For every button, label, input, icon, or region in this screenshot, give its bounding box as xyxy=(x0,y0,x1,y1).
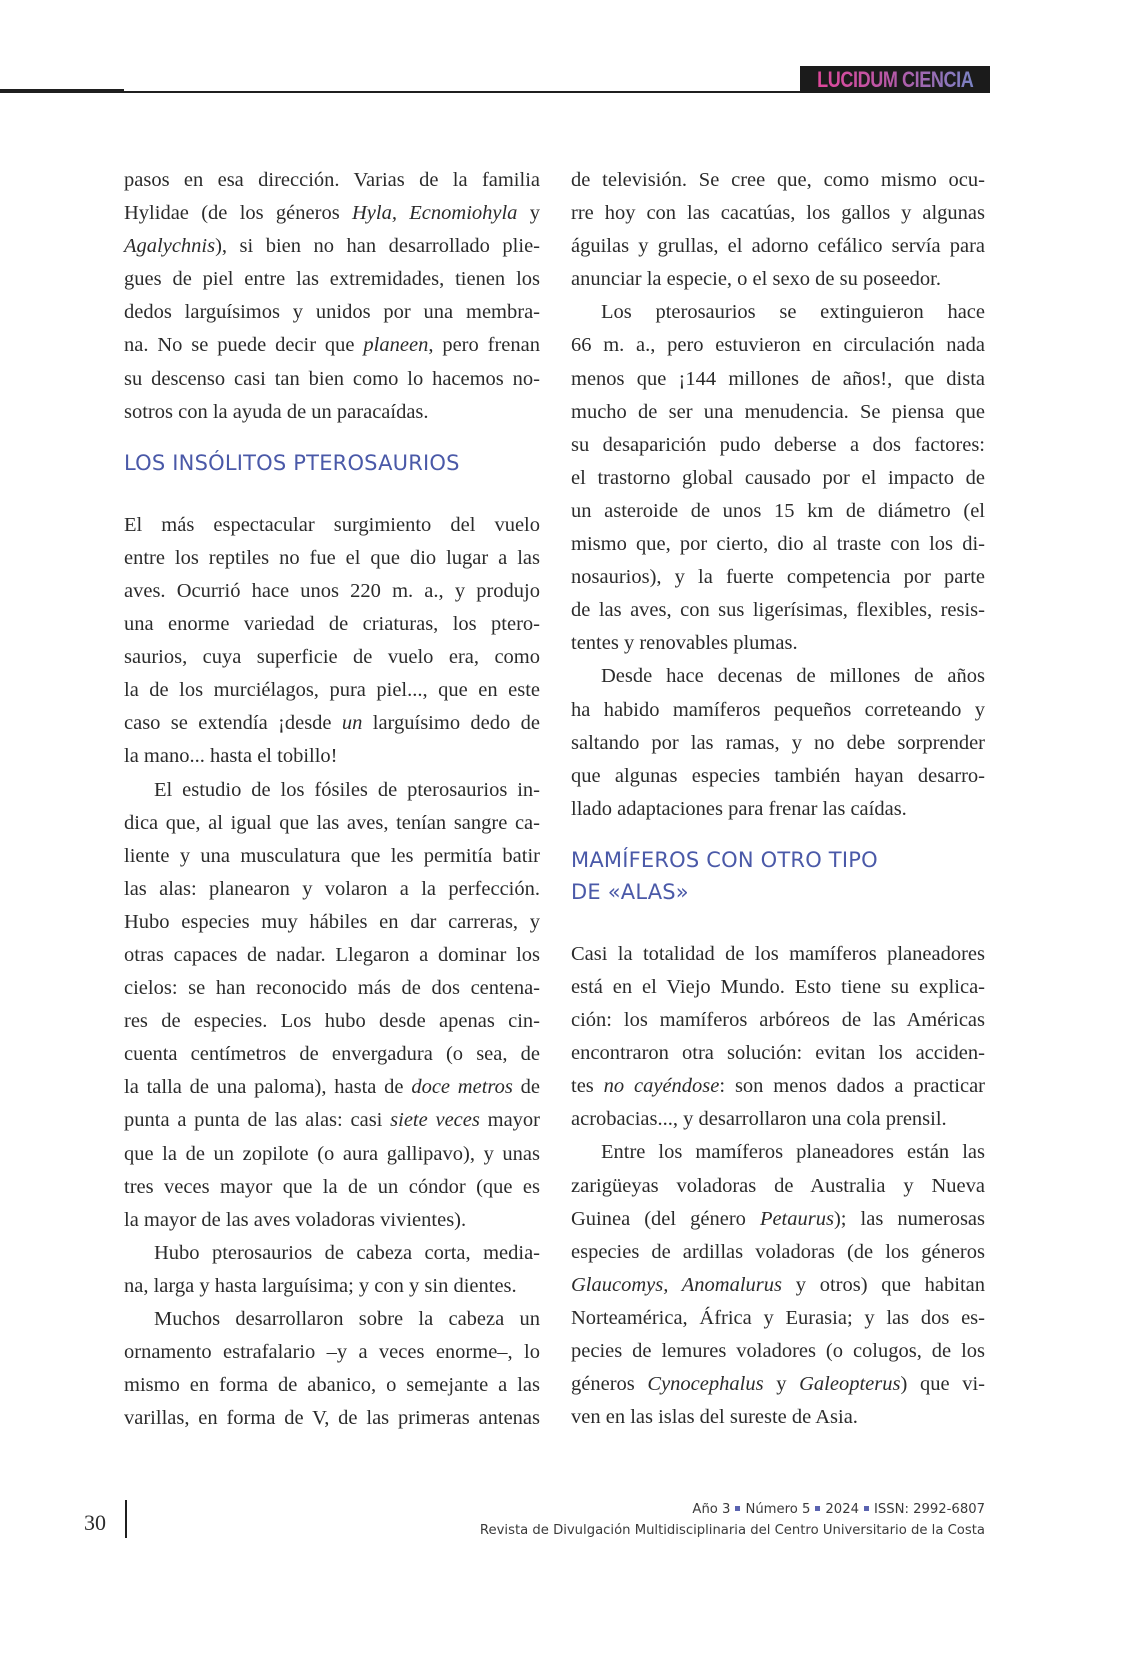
text-line: especies de ardillas voladoras (de los géneros xyxy=(571,1240,985,1263)
text-line: acrobacias..., y desarrollaron una cola prensil. xyxy=(571,1108,947,1131)
text-line: ornamento estrafalario –y a veces enorme–, lo xyxy=(124,1341,540,1364)
text-line: ha habido mamíferos pequeños correteando y xyxy=(571,698,985,721)
text-line: Hubo pterosaurios de cabeza corta, media- xyxy=(154,1241,540,1264)
issue-part: 2024 xyxy=(825,1502,859,1517)
journal-name: Revista de Divulgación Multidisciplinaria del Centro Universitario de la Costa xyxy=(479,1523,985,1538)
text-line: liente y una musculatura que les permitía batir xyxy=(124,844,540,867)
text-line: Entre los mamíferos planeadores están las xyxy=(601,1141,985,1164)
issue-part: ISSN: 2992-6807 xyxy=(873,1502,985,1517)
text-line: que algunas especies también hayan desarro- xyxy=(571,764,985,787)
footer-info xyxy=(480,1499,985,1541)
text-line: zarigüeyas voladoras de Australia y Nueva xyxy=(571,1174,985,1197)
text-line: El más espectacular surgimiento del vuelo xyxy=(124,513,540,536)
text-line: tes no cayéndose: son menos dados a practicar xyxy=(571,1075,986,1098)
text-line: aves. Ocurrió hace unos 220 m. a., y produjo xyxy=(124,579,540,602)
text-line: la de los murciélagos, pura piel..., que en este xyxy=(124,679,540,702)
text-line: la mayor de las aves voladoras vivientes). xyxy=(124,1208,467,1231)
paragraph xyxy=(571,296,985,660)
text-line: la talla de una paloma), hasta de doce metros de xyxy=(124,1076,540,1099)
text-line: de televisión. Se cree que, como mismo ocu- xyxy=(571,169,985,191)
text-line: Norteamérica, África y Eurasia; y las dos es- xyxy=(571,1306,985,1329)
text-line: dica que, al igual que las aves, tenían sangre ca- xyxy=(124,811,540,834)
text-line: llado adaptaciones para frenar las caídas. xyxy=(571,797,907,820)
text-line: mismo en forma de abanico, o semejante a las xyxy=(124,1374,540,1397)
text-line: ven en las islas del sureste de Asia. xyxy=(571,1406,858,1429)
text-line: ción: los mamíferos arbóreos de las Américas xyxy=(571,1009,985,1032)
text-line: cuenta centímetros de envergadura (o sea, de xyxy=(124,1043,540,1066)
text-line: na, larga y hasta larguísima; y con y sin dientes. xyxy=(124,1274,517,1297)
separator-square-icon xyxy=(864,1506,869,1511)
journal-logo xyxy=(800,66,990,93)
text-line: res de especies. Los hubo desde apenas cin- xyxy=(124,1010,540,1033)
text-line: menos que ¡144 millones de años!, que dista xyxy=(571,367,985,390)
text-line: que la de un zopilote (o aura gallipavo), y unas xyxy=(124,1142,540,1165)
text-line: su descenso casi tan bien como lo hacemos no- xyxy=(124,367,540,390)
text-line: está en el Viejo Mundo. Esto tiene su explica- xyxy=(571,975,985,998)
issue-part: Número 5 xyxy=(745,1502,811,1517)
text-line: gues de piel entre las extremidades, tienen los xyxy=(124,268,540,291)
text-line: Desde hace decenas de millones de años xyxy=(601,665,985,688)
text-line: un asteroide de unos 15 km de diámetro (el xyxy=(571,499,985,522)
text-line: anunciar la especie, o el sexo de su poseedor. xyxy=(571,268,942,291)
paragraph xyxy=(571,1136,985,1434)
paragraph xyxy=(571,660,985,825)
text-line: varillas, en forma de V, de las primeras antenas xyxy=(124,1407,540,1430)
text-line: Los pterosaurios se extinguieron hace xyxy=(601,301,985,324)
text-line: águilas y grullas, el adorno cefálico servía para xyxy=(571,235,985,258)
paragraph xyxy=(571,938,985,1137)
text-line: una enorme variedad de criaturas, los ptero- xyxy=(124,613,540,636)
paragraph xyxy=(124,1303,540,1435)
page-number-divider xyxy=(125,1500,127,1538)
text-line: de las aves, con sus ligerísimas, flexibles, resis- xyxy=(571,599,985,622)
text-line: pecies de lemures voladores (o colugos, de los xyxy=(571,1340,985,1362)
heading-line: DE «ALAS» xyxy=(571,879,689,904)
text-line: Agalychnis), si bien no han desarrollado plie- xyxy=(124,235,540,258)
text-line: 66 m. a., pero estuvieron en circulación nada xyxy=(571,334,985,357)
text-line: las alas: planearon y volaron a la perfección. xyxy=(124,877,540,900)
text-line: punta a punta de las alas: casi siete veces mayor xyxy=(124,1109,540,1132)
text-line: el trastorno global causado por el impacto de xyxy=(571,466,985,489)
text-line: Guinea (del género Petaurus); las numerosas xyxy=(571,1207,985,1230)
text-line: encontraron otra solución: evitan los acciden- xyxy=(571,1042,985,1065)
text-line: caso se extendía ¡desde un larguísimo dedo de xyxy=(124,712,540,735)
paragraph xyxy=(124,774,540,1237)
text-line: géneros Cynocephalus y Galeopterus) que vi- xyxy=(571,1373,985,1396)
section-heading-pterosaurios: LOS INSÓLITOS PTEROSAURIOS xyxy=(124,450,460,475)
text-line: la mano... hasta el tobillo! xyxy=(124,745,338,768)
paragraph xyxy=(124,1237,540,1303)
text-line: sotros con la ayuda de un paracaídas. xyxy=(124,400,429,423)
separator-square-icon xyxy=(735,1506,740,1511)
issue-part: Año 3 xyxy=(692,1502,731,1517)
text-line: Muchos desarrollaron sobre la cabeza un xyxy=(154,1308,540,1330)
paragraph xyxy=(124,164,540,429)
text-line: tres veces mayor que la de un cóndor (que es xyxy=(124,1175,540,1198)
text-line: Hubo especies muy hábiles en dar carreras, y xyxy=(124,910,540,933)
heading-line: MAMÍFEROS CON OTRO TIPO xyxy=(571,847,878,872)
logo-text: LUCIDUM CIENCIA xyxy=(816,66,974,92)
paragraph xyxy=(571,164,985,296)
text-line: cielos: se han reconocido más de dos centena- xyxy=(124,977,540,1000)
issue-line xyxy=(480,1499,985,1520)
right-column xyxy=(571,164,985,1434)
text-line: su desaparición pudo deberse a dos factores: xyxy=(571,433,985,456)
section-heading-mamiferos xyxy=(571,844,985,908)
text-line: otras capaces de nadar. Llegaron a dominar los xyxy=(124,943,540,966)
text-line: saltando por las ramas, y no debe sorprender xyxy=(571,731,985,754)
text-line: Hylidae (de los géneros Hyla, Ecnomiohyla y xyxy=(124,202,540,225)
separator-square-icon xyxy=(815,1506,820,1511)
page-number: 30 xyxy=(84,1510,106,1535)
text-line: pasos en esa dirección. Varias de la familia xyxy=(124,169,540,191)
text-line: tentes y renovables plumas. xyxy=(571,632,798,655)
text-line: Casi la totalidad de los mamíferos planeadores xyxy=(571,942,985,965)
text-line: dedos larguísimos y unidos por una membra- xyxy=(124,301,540,324)
text-line: na. No se puede decir que planeen, pero frenan xyxy=(124,334,540,357)
text-line: mismo que, por cierto, dio al traste con los di- xyxy=(571,533,985,556)
text-line: El estudio de los fósiles de pterosaurios in- xyxy=(154,778,540,801)
paragraph xyxy=(124,509,540,774)
text-line: nosaurios), y la fuerte competencia por parte xyxy=(571,566,985,589)
text-line: saurios, cuya superficie de vuelo era, como xyxy=(124,646,540,669)
text-line: entre los reptiles no fue el que dio lugar a las xyxy=(124,546,540,569)
text-line: rre hoy con las cacatúas, los gallos y algunas xyxy=(571,202,985,225)
text-line: Glaucomys, Anomalurus y otros) que habitan xyxy=(571,1273,985,1296)
left-column xyxy=(124,164,540,1435)
text-line: mucho de ser una menudencia. Se piensa que xyxy=(571,400,985,423)
